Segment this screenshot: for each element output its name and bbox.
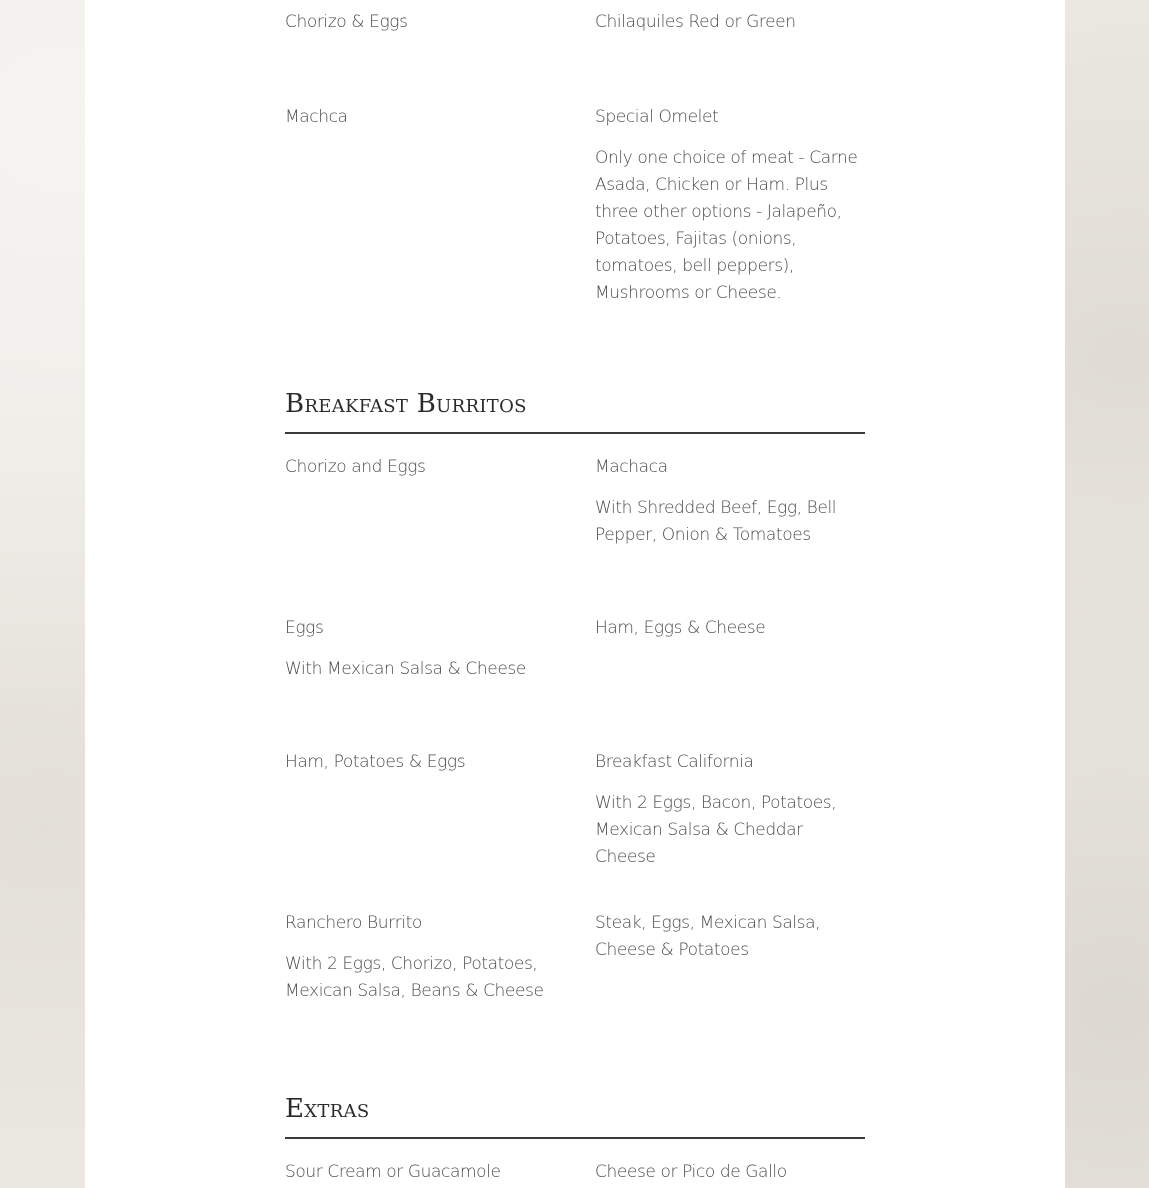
menu-item-name: Eggs	[285, 618, 324, 638]
menu-item-description: Only one choice of meat - Carne Asada, Chicken or Ham. Plus three other options - Jalapeño, Potatoes, Fajitas (onions, tomatoes, bell peppers), Mushrooms or Cheese.	[595, 148, 858, 303]
menu-item-chilaquiles	[595, 11, 865, 33]
section-divider	[285, 432, 865, 434]
menu-item-name: Machca	[285, 107, 348, 127]
menu-item-name: Ham, Eggs & Cheese	[595, 618, 766, 638]
menu-item-steak-eggs	[595, 912, 865, 964]
menu-item-name: Machaca	[595, 457, 668, 477]
section-divider	[285, 1137, 865, 1139]
menu-item-special-omelet	[595, 106, 865, 307]
menu-item-description: With 2 Eggs, Bacon, Potatoes, Mexican Salsa & Cheddar Cheese	[595, 793, 837, 867]
section-title-extras: Extras	[285, 1094, 370, 1124]
menu-item-name: Chilaquiles Red or Green	[595, 12, 796, 32]
menu-item-name: Ham, Potatoes & Eggs	[285, 752, 466, 772]
menu-item-machca	[285, 106, 555, 128]
menu-item-name: Cheese or Pico de Gallo	[595, 1162, 787, 1182]
menu-item-machaca	[595, 456, 865, 549]
menu-item-ham-eggs-cheese	[595, 617, 865, 639]
menu-item-breakfast-california	[595, 751, 865, 871]
menu-item-name: Ranchero Burrito	[285, 913, 422, 933]
menu-item-ham-potatoes-eggs	[285, 751, 555, 773]
menu-item-description: With Shredded Beef, Egg, Bell Pepper, Onion & Tomatoes	[595, 498, 837, 545]
menu-item-name: Breakfast California	[595, 752, 754, 772]
menu-item-ranchero-burrito	[285, 912, 555, 1005]
menu-item-name: Chorizo & Eggs	[285, 12, 408, 32]
menu-item-chorizo-eggs	[285, 11, 555, 33]
menu-item-name: Sour Cream or Guacamole	[285, 1162, 501, 1182]
menu-page	[85, 0, 1065, 1188]
menu-item-cheese-pico	[595, 1161, 865, 1183]
menu-item-description: With 2 Eggs, Chorizo, Potatoes, Mexican Salsa, Beans & Cheese	[285, 954, 544, 1001]
menu-item-description: With Mexican Salsa & Cheese	[285, 659, 526, 679]
menu-item-eggs	[285, 617, 555, 683]
menu-item-name: Special Omelet	[595, 107, 719, 127]
menu-item-chorizo-and-eggs	[285, 456, 555, 478]
menu-item-sour-cream-guacamole	[285, 1161, 555, 1183]
menu-item-name: Chorizo and Eggs	[285, 457, 426, 477]
menu-item-name: Steak, Eggs, Mexican Salsa, Cheese & Potatoes	[595, 913, 821, 960]
section-title-breakfast-burritos: Breakfast Burritos	[285, 389, 527, 419]
